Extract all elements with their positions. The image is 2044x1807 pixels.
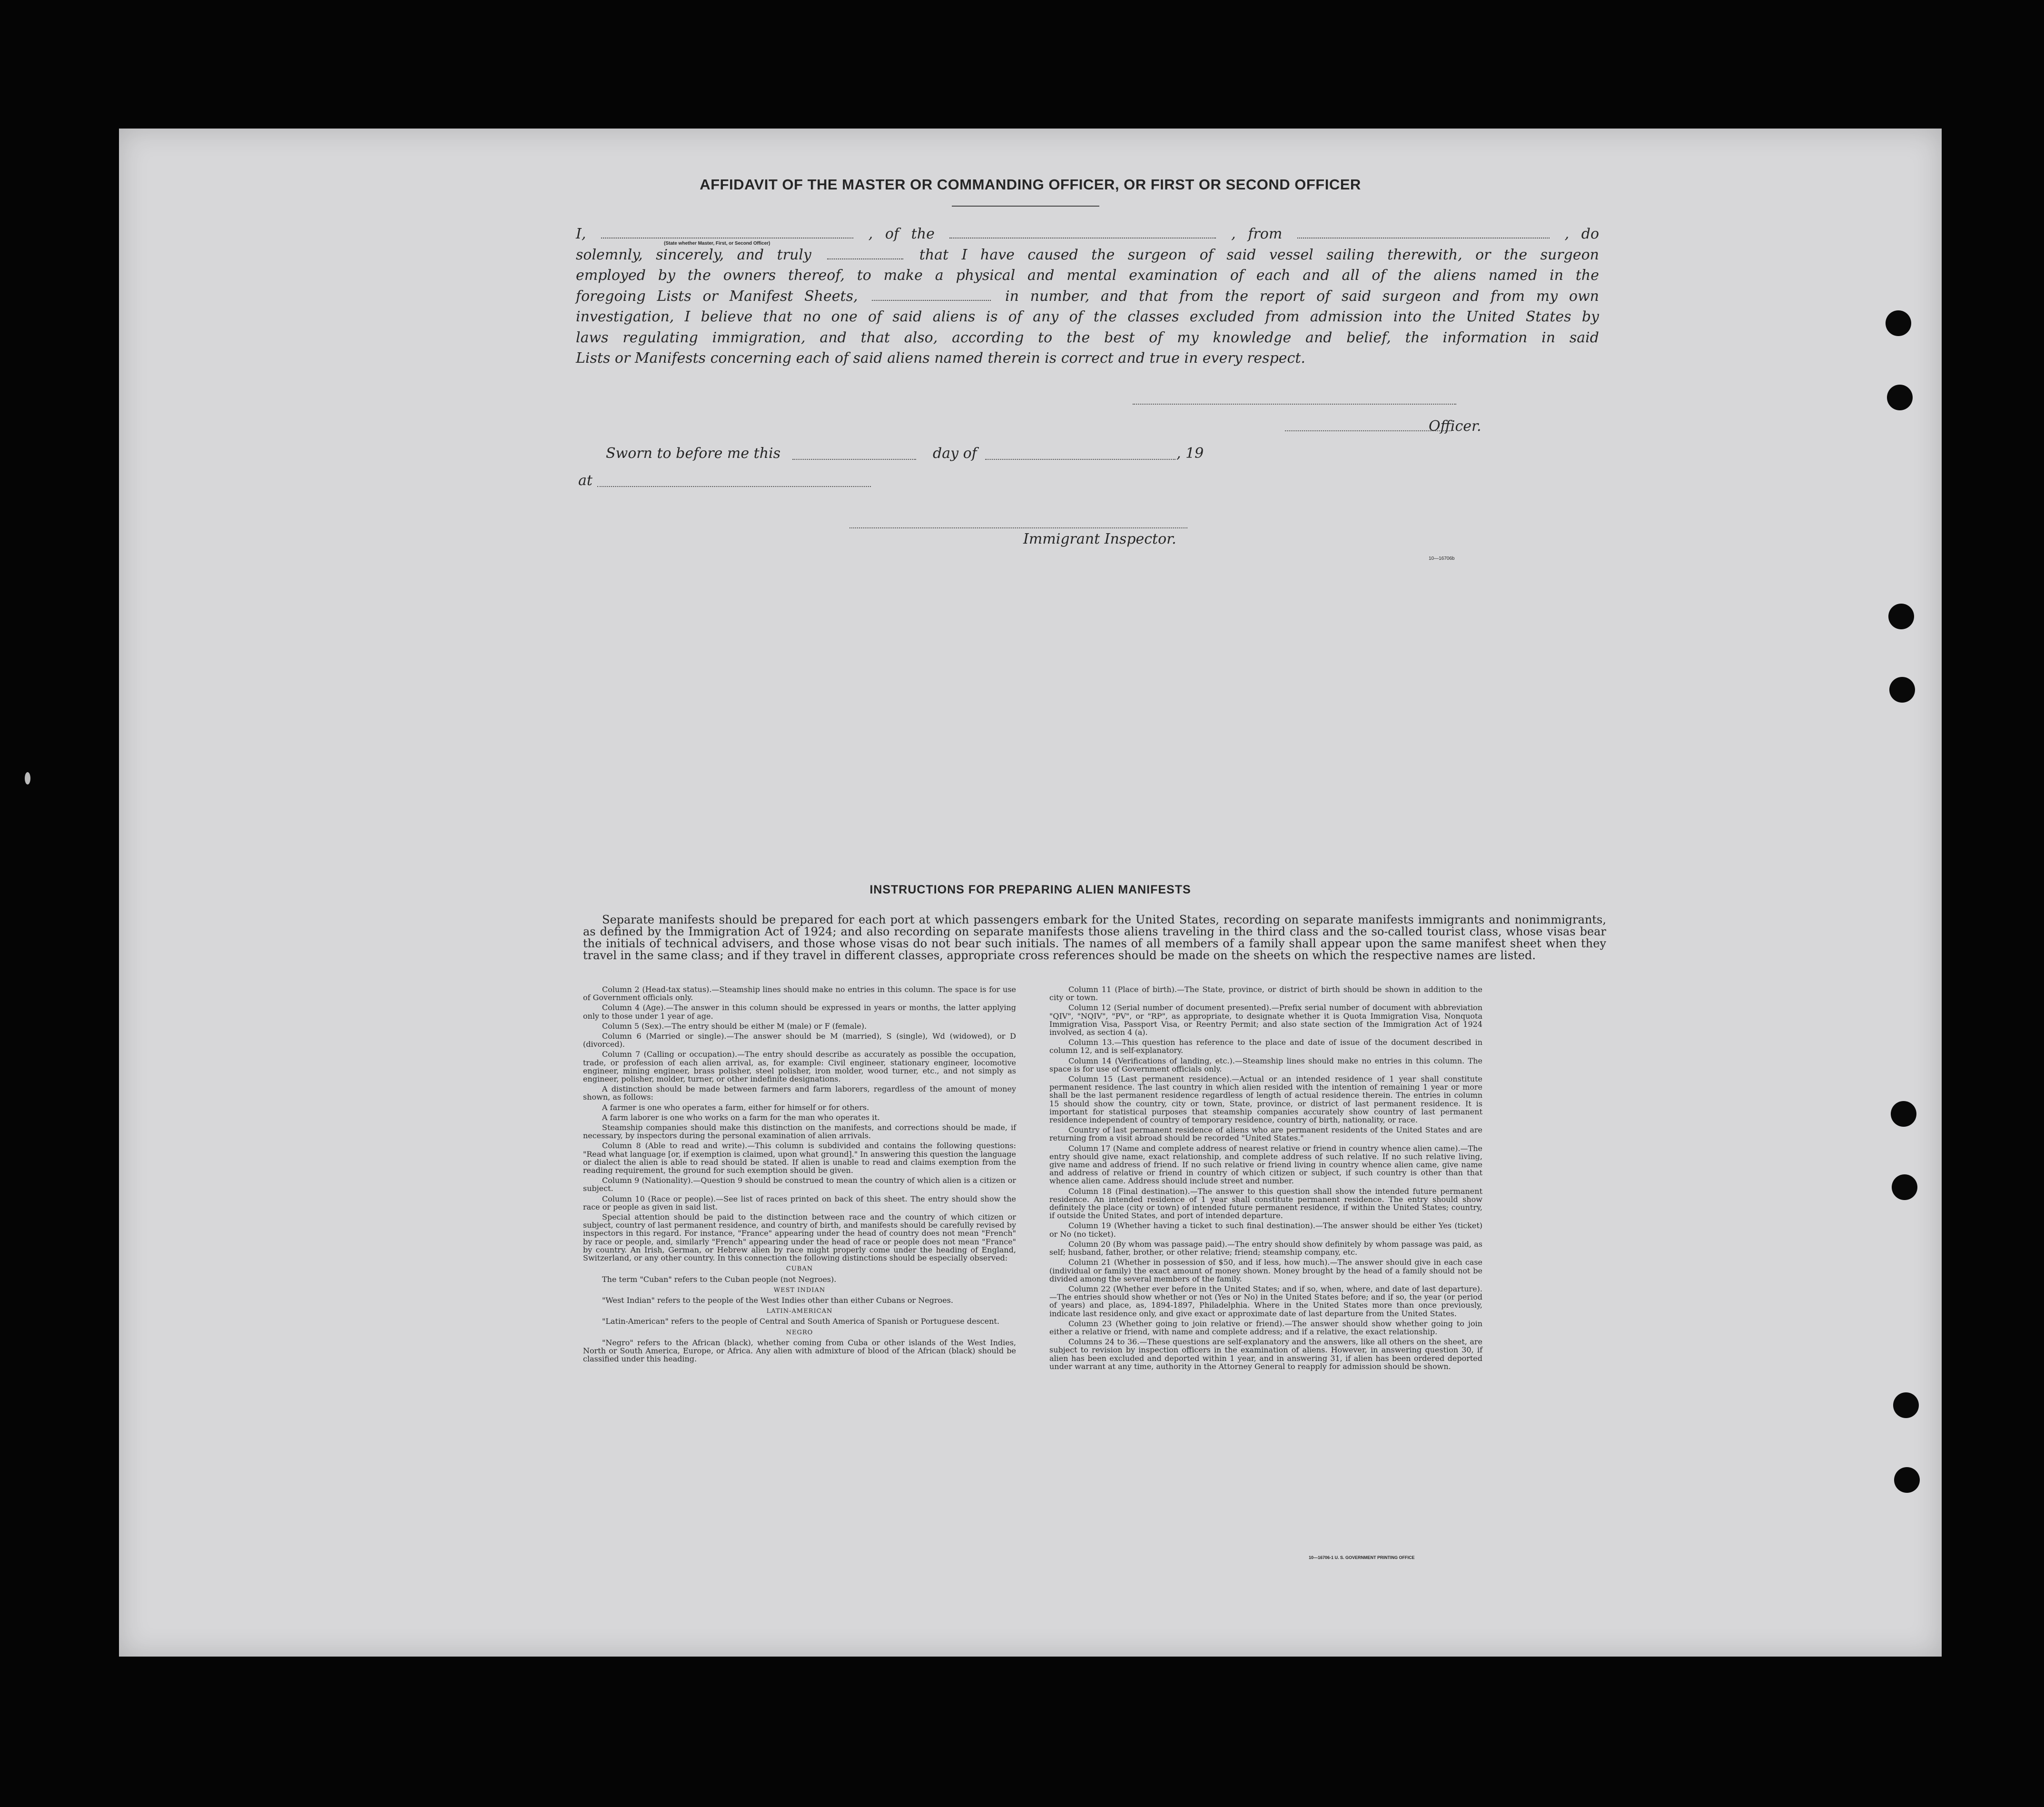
instruction-paragraph: Column 5 (Sex).—The entry should be either M (male) or F (female). — [602, 1021, 867, 1031]
punch-hole — [1893, 1392, 1919, 1418]
race-heading: WEST INDIAN — [773, 1286, 826, 1294]
instruction-paragraph: Column 12 (Serial number of document presented).—Prefix serial number of document with abbreviation "QIV", "NQIV", "PV", or "RP", as appropriate, to designate whether it is Quota Immigration Visa, Nonquota Immigration Visa, Passport Visa, or Reentry Permit; and also state section of the Immigration Act of 1924 involved, as section 4 (a). — [1049, 1003, 1482, 1037]
instruction-paragraph: Country of last permanent residence of aliens who are permanent residents of the United States and are returning from a visit abroad should be recorded "United States." — [1049, 1125, 1482, 1143]
instruction-paragraph: Column 4 (Age).—The answer in this column should be expressed in years or months, the latter applying only to those under 1 year of age. — [583, 1003, 1016, 1021]
instruction-paragraph: Steamship companies should make this distinction on the manifests, and corrections should be made, if necessary, by inspectors during the personal examination of alien arrivals. — [583, 1123, 1016, 1141]
instruction-paragraph: Column 2 (Head-tax status).—Steamship lines should make no entries in this column. The space is for use of Government officials only. — [583, 985, 1016, 1003]
instruction-paragraph: Column 18 (Final destination).—The answer to this question shall show the intended future permanent residence. An intended residence of 1 year shall constitute permanent residence. The entry should show definitely the place (city or town) of intended future permanent residence, if within the United States; country, if outside the United States, and port of intended departure. — [1049, 1186, 1482, 1221]
punch-hole — [1894, 1467, 1920, 1493]
instruction-paragraph: Column 10 (Race or people).—See list of races printed on back of this sheet. The entry should show the race or people as given in said list. — [583, 1194, 1016, 1211]
printing-office-footer: 10—16706-1 U. S. GOVERNMENT PRINTING OFFICE — [1309, 1555, 1415, 1560]
affidavit-text: foregoing Lists or Manifest Sheets, — [576, 288, 858, 305]
race-definition: "Negro" refers to the African (black), whether coming from Cuba or other islands of the West Indies, North or South America, Europe, or Africa. Any alien with admixture of blood of the African (black) should be classified under this heading. — [583, 1338, 1016, 1364]
instruction-paragraph: Column 11 (Place of birth).—The State, province, or district of birth should be shown in addition to the city or town. — [1049, 985, 1482, 1003]
race-definition: "Latin-American" refers to the people of Central and South America of Spanish or Portuguese descent. — [602, 1317, 999, 1326]
affidavit-line-3: employed by the owners thereof, to make a physical and mental examination of each and all of the aliens named in the — [576, 267, 1599, 284]
affidavit-line-4 — [576, 286, 1599, 307]
affidavit-line-5: investigation, I believe that no one of said aliens is of any of the classes excluded from admission into the United States by — [576, 308, 1599, 325]
port-from-blank — [1297, 231, 1550, 238]
punch-hole — [1889, 677, 1915, 703]
punch-hole — [1892, 1174, 1917, 1200]
punch-hole — [1888, 604, 1914, 629]
instruction-paragraph: Column 19 (Whether having a ticket to such final destination).—The answer should be either Yes (ticket) or No (no ticket). — [1049, 1221, 1482, 1239]
manifest-sheet — [119, 129, 1942, 1657]
officer-name-blank — [601, 231, 853, 238]
officer-rank-note: (State whether Master, First, or Second Officer) — [664, 241, 770, 246]
affidavit-line-7: Lists or Manifests concerning each of said aliens named therein is correct and true in every respect. — [576, 350, 1305, 367]
vessel-name-blank — [949, 231, 1216, 238]
race-definition: The term "Cuban" refers to the Cuban people (not Negroes). — [602, 1274, 837, 1284]
instruction-paragraph: Column 9 (Nationality).—Question 9 should be construed to mean the country of which alien is a citizen or subject. — [583, 1176, 1016, 1193]
affidavit-text: in number, and that from the report of said surgeon and from my own — [1005, 288, 1599, 305]
inspector-label: Immigrant Inspector. — [1023, 531, 1176, 547]
race-heading: LATIN-AMERICAN — [766, 1308, 833, 1315]
instructions-title: INSTRUCTIONS FOR PREPARING ALIEN MANIFESTS — [869, 883, 1191, 896]
sheet-count-blank — [872, 293, 991, 301]
instruction-paragraph: A farmer is one who operates a farm, either for himself or for others. — [602, 1102, 869, 1112]
affidavit-line-1 — [576, 224, 1599, 245]
instruction-paragraph: Column 8 (Able to read and write).—This column is subdivided and contains the following questions: "Read what language [or, if exemption is claimed, upon what ground]." In answering this question the language or dialect the alien is able to read should be stated. If alien is unable to read and claims exemption from the reading requirement, the ground for such exemption should be given. — [583, 1141, 1016, 1175]
rank-blank — [827, 252, 903, 259]
word-of-the: , of the — [868, 226, 935, 242]
instruction-paragraph: Column 23 (Whether going to join relative or friend).—The answer should show whether going to join either a relative or friend, with name and complete address; and if a relative, the exact relationship. — [1049, 1319, 1482, 1336]
instructions-right-column — [1049, 985, 1482, 1372]
signature-line-lower — [1285, 430, 1452, 431]
right-paragraphs — [1049, 985, 1482, 1370]
affidavit-body — [576, 224, 1599, 369]
day-of-label: day of — [933, 445, 977, 462]
instruction-paragraph: Column 6 (Married or single).—The answer should be M (married), S (single), Wd (widowed), or D (divorced). — [583, 1032, 1016, 1049]
punch-hole — [1891, 1101, 1916, 1127]
instruction-paragraph: Columns 24 to 36.—These questions are self-explanatory and the answers, like all others on the sheet, are subject to revision by inspection officers in the examination of aliens. However, in answering question 30, if alien has been excluded and deported within 1 year, and in answering 31, if alien has been ordered deported under warrant at any time, authority in the Attorney General to reapply for admission should be shown. — [1049, 1337, 1482, 1371]
instruction-paragraph: Column 7 (Calling or occupation).—The entry should describe as accurately as possible the occupation, trade, or profession of each alien arrival, as, for example: Civil engineer, stationary engineer, locomotive engineer, mining engineer, brass polisher, steel polisher, iron molder, wood turner, etc., and not simply as engineer, polisher, molder, turner, or other indefinite designations. — [583, 1050, 1016, 1084]
instruction-paragraph: Special attention should be paid to the distinction between race and the country of which citizen or subject, country of last permanent residence, and country of birth, and manifests should be carefully revised by inspectors in this regard. For instance, "France" appearing under the head of country does not mean "French" by race or people, and, similarly "French" appearing under the head of race or people does not mean "France" by country. An Irish, German, or Hebrew alien by race might properly come under the heading of England, Switzerland, or any other country. In this connection the following distinctions should be especially observed: — [583, 1212, 1016, 1263]
signature-line-upper — [1133, 404, 1456, 405]
inspector-signature-line — [849, 527, 1187, 528]
instruction-paragraph: Column 14 (Verifications of landing, etc.).—Steamship lines should make no entries in this column. The space is for use of Government officials only. — [1049, 1056, 1482, 1073]
punch-hole — [1886, 310, 1911, 336]
race-heading: NEGRO — [786, 1329, 813, 1336]
sworn-month-blank — [985, 459, 1175, 460]
instructions-intro: Separate manifests should be prepared for each port at which passengers embark for the United States, recording on separate manifests immigrants and nonimmigrants, as defined by the Immigration Act of 1924; and also recording on separate manifests those aliens traveling in the third class and the so-called tourist class, whose visas bear the initials of technical advisers, and those whose visas do not bear such initials. The names of all members of a family shall appear upon the same manifest sheet when they travel in the same class; and if they travel in different classes, appropriate cross references should be made on the sheets on which the respective names are listed. — [583, 913, 1606, 962]
year-label: , 19 — [1176, 445, 1204, 462]
affidavit-text: solemnly, sincerely, and truly — [576, 246, 811, 263]
instruction-paragraph: Column 13.—This question has reference to the place and date of issue of the document described in column 12, and is self-explanatory. — [1049, 1038, 1482, 1055]
word-do: , do — [1564, 226, 1600, 242]
instruction-paragraph: Column 21 (Whether in possession of $50, and if less, how much).—The answer should give in each case (individual or family) the exact amount of money shown. Money brought by the head of a family should not be divided among the several members of the family. — [1049, 1258, 1482, 1283]
instruction-paragraph: Column 20 (By whom was passage paid).—The entry should show definitely by whom passage was paid, as self; husband, father, brother, or other relative; friend; steamship company, etc. — [1049, 1239, 1482, 1257]
race-definition: "West Indian" refers to the people of the West Indies other than either Cubans or Negroes. — [602, 1295, 953, 1305]
word-i: I, — [576, 226, 586, 242]
affidavit-line-2 — [576, 245, 1599, 266]
instruction-paragraph: A farm laborer is one who works on a farm for the man who operates it. — [602, 1112, 880, 1122]
instruction-paragraph: Column 15 (Last permanent residence).—Actual or an intended residence of 1 year shall constitute permanent residence. The last country in which alien resided with the intention of remaining 1 year or more shall be the last permanent residence regardless of length of actual residence therein. The entries in column 15 should show the country, city or town, State, province, or district of last permanent residence. It is important for statistical purposes that steamship companies accurately show country of last permanent residence independent of country of temporary residence, country of birth, nationality, or race. — [1049, 1074, 1482, 1125]
left-paragraphs — [583, 985, 1016, 1262]
instruction-paragraph: Column 22 (Whether ever before in the United States; and if so, when, where, and date of last departure).—The entries should show whether or not (Yes or No) in the United States before; and if so, the year (or period of years) and place, as, 1894-1897, Philadelphia. Where in the United States more than once previously, indicate last residence only, and give exact or approximate date of last departure from the United States. — [1049, 1284, 1482, 1318]
at-label: at — [578, 472, 592, 489]
at-place-blank — [597, 486, 871, 487]
sworn-day-blank — [792, 459, 916, 460]
officer-label: Officer. — [1429, 418, 1481, 435]
race-definitions — [583, 1265, 1016, 1363]
race-heading: CUBAN — [786, 1265, 813, 1273]
affidavit-text: that I have caused the surgeon of said vessel sailing therewith, or the surgeon — [919, 246, 1599, 263]
sworn-label: Sworn to before me this — [606, 445, 781, 462]
instruction-paragraph: Column 17 (Name and complete address of nearest relative or friend in country whence alien came).—The entry should give name, exact relationship, and complete address of such relative. If no such relative living, give name and address of friend. If no such relative or friend living in country whence alien came, give name and address of relative or friend in country of which citizen or subject, if such country is other than that whence alien came. Address should include street and number. — [1049, 1143, 1482, 1186]
word-from: , from — [1231, 226, 1283, 242]
film-artifact — [25, 772, 30, 784]
instructions-left-column — [583, 985, 1016, 1365]
affidavit-line-6: laws regulating immigration, and that also, according to the best of my knowledge and belief, the information in said — [576, 329, 1599, 346]
punch-hole — [1887, 385, 1913, 410]
affidavit-title: AFFIDAVIT OF THE MASTER OR COMMANDING OFFICER, OR FIRST OR SECOND OFFICER — [700, 176, 1361, 193]
instruction-paragraph: A distinction should be made between farmers and farm laborers, regardless of the amount of money shown, as follows: — [583, 1084, 1016, 1102]
form-number: 10—16706b — [1429, 556, 1455, 561]
title-rule — [952, 206, 1099, 207]
